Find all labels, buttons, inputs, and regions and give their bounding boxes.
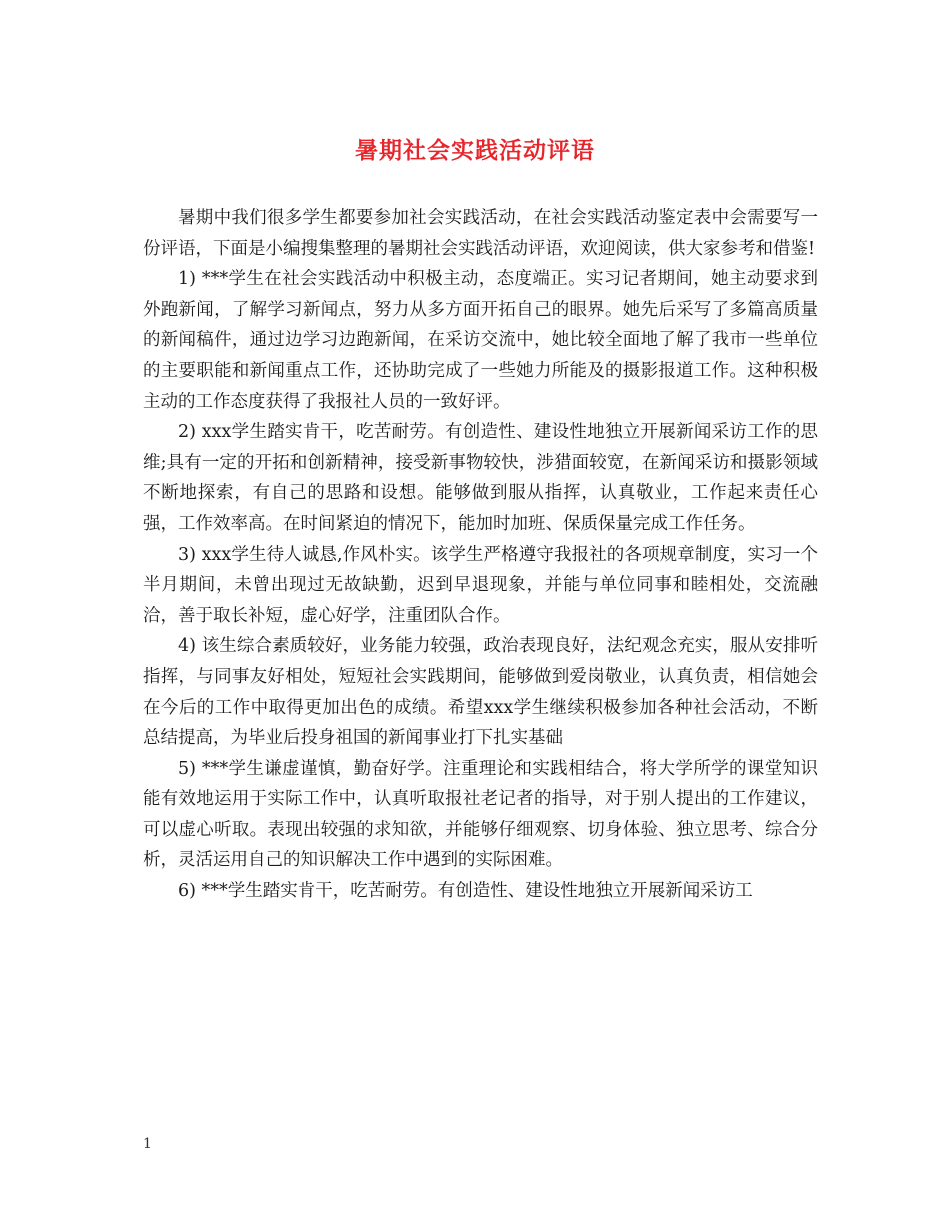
page-number: 1	[143, 1136, 152, 1152]
comment-paragraph-2: 2) xxx学生踏实肯干，吃苦耐劳。有创造性、建设性地独立开展新闻采访工作的思维;具有一定的开拓和创新精神，接受新事物较快，涉猎面较宽，在新闻采访和摄影领域不断地探索，有自己的思路和设想。能够做到服从指挥，认真敬业，工作起来责任心强，工作效率高。在时间紧迫的情况下，能加时加班、保质保量完成工作任务。	[143, 422, 818, 534]
comment-paragraph-5: 5) ***学生谦虚谨慎，勤奋好学。注重理论和实践相结合，将大学所学的课堂知识能有效地运用于实际工作中，认真听取报社老记者的指导，对于别人提出的工作建议，可以虚心听取。表现出较强的求知欲，并能够仔细观察、切身体验、独立思考、综合分析，灵活运用自己的知识解决工作中遇到的实际困难。	[143, 758, 818, 871]
intro-paragraph: 暑期中我们很多学生都要参加社会实践活动，在社会实践活动鉴定表中会需要写一份评语，下面是小编搜集整理的暑期社会实践活动评语，欢迎阅读，供大家参考和借鉴!	[143, 208, 818, 259]
comment-paragraph-1: 1) ***学生在社会实践活动中积极主动，态度端正。实习记者期间，她主动要求到外跑新闻，了解学习新闻点，努力从多方面开拓自己的眼界。她先后采写了多篇高质量的新闻稿件，通过边学习边跑新闻，在采访交流中，她比较全面地了解了我市一些单位的主要职能和新闻重点工作，还协助完成了一些她力所能及的摄影报道工作。这种积极主动的工作态度获得了我报社人员的一致好评。	[143, 269, 818, 412]
comment-paragraph-3: 3) xxx学生待人诚恳,作风朴实。该学生严格遵守我报社的各项规章制度，实习一个半月期间，未曾出现过无故缺勤，迟到早退现象，并能与单位同事和睦相处，交流融洽，善于取长补短，虚心好学，注重团队合作。	[143, 544, 818, 626]
comment-paragraph-4: 4) 该生综合素质较好，业务能力较强，政治表现良好，法纪观念充实，服从安排听指挥，与同事友好相处，短短社会实践期间，能够做到爱岗敬业，认真负责，相信她会在今后的工作中取得更加出色的成绩。希望xxx学生继续积极参加各种社会活动，不断总结提高，为毕业后投身祖国的新闻事业打下扎实基础	[143, 636, 818, 749]
document-body	[143, 203, 818, 907]
comment-paragraph-6: 6) ***学生踏实肯干，吃苦耐劳。有创造性、建设性地独立开展新闻采访工	[178, 881, 753, 902]
document-title: 暑期社会实践活动评语	[355, 137, 595, 164]
